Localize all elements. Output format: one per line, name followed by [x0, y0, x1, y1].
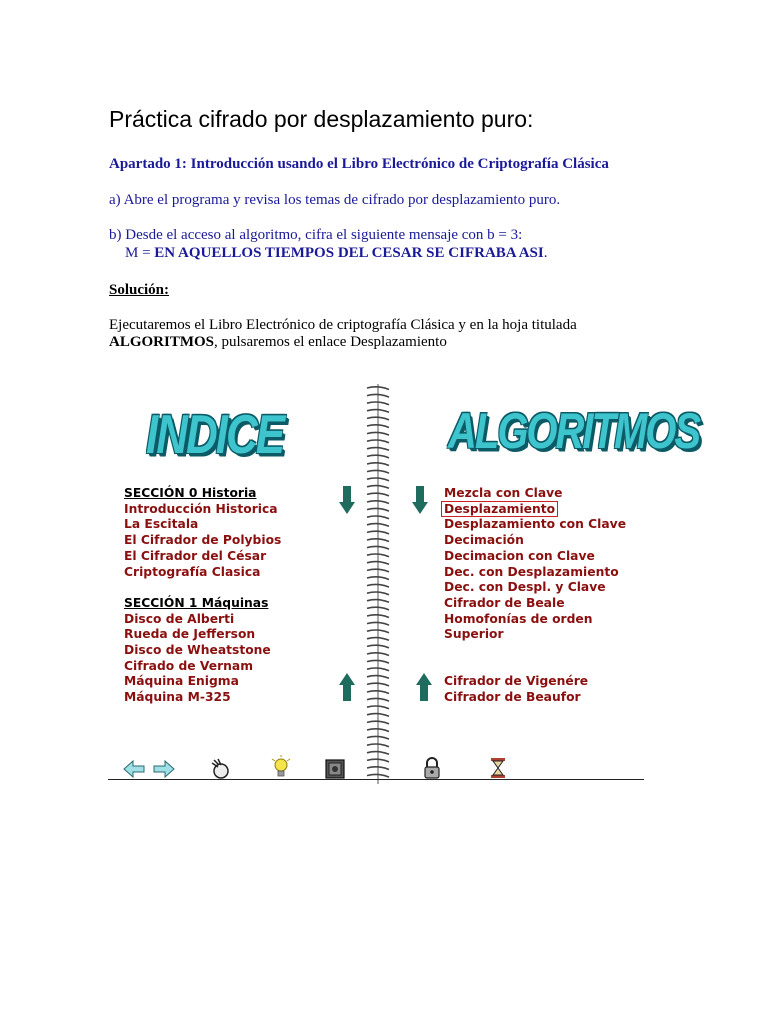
- forward-arrow-icon[interactable]: [152, 757, 176, 781]
- menu-item[interactable]: Desplazamiento con Clave: [444, 517, 627, 532]
- menu-item-selected[interactable]: Desplazamiento: [444, 501, 556, 516]
- back-arrow-icon[interactable]: [122, 757, 146, 781]
- menu-item[interactable]: Cifrador de Beale: [444, 595, 565, 610]
- menu-item[interactable]: Cifrador de Vigenére: [444, 674, 589, 689]
- menu-item[interactable]: Decimacion con Clave: [444, 548, 595, 563]
- menu-item[interactable]: Disco de Wheatstone: [124, 643, 271, 658]
- menu-item[interactable]: Dec. con Desplazamiento: [444, 564, 619, 579]
- menu-item[interactable]: El Cifrador de Polybios: [124, 533, 282, 548]
- toolbar-divider: [108, 779, 644, 780]
- message-suffix: .: [543, 245, 548, 261]
- up-arrow-icon[interactable]: [339, 673, 355, 701]
- menu-item[interactable]: Mezcla con Clave: [444, 486, 563, 500]
- message-line: [125, 245, 547, 262]
- section1-header: SECCIÓN 1 Máquinas: [124, 595, 269, 610]
- menu-item[interactable]: Disco de Alberti: [124, 611, 235, 626]
- menu-item[interactable]: Máquina M-325: [124, 690, 231, 705]
- solucion-label: Solución:: [109, 282, 170, 298]
- hand-icon[interactable]: [208, 757, 232, 781]
- ebook-screenshot: [108, 384, 700, 784]
- menu-item[interactable]: Dec. con Despl. y Clave: [444, 580, 606, 595]
- page-title: Práctica cifrado por desplazamiento puro:: [109, 106, 534, 132]
- spiral-binding: [364, 384, 392, 784]
- padlock-icon[interactable]: [420, 756, 444, 780]
- menu-item[interactable]: Criptografía Clasica: [124, 564, 261, 579]
- menu-item[interactable]: Homofonías de orden: [444, 611, 593, 626]
- menu-item[interactable]: Superior: [444, 627, 504, 642]
- step-a: a) Abre el programa y revisa los temas de cifrado por desplazamiento puro.: [109, 192, 561, 208]
- algoritmos-title: ALGORITMOS: [448, 404, 700, 459]
- up-arrow-icon[interactable]: [416, 673, 432, 701]
- step-b: b) Desde el acceso al algoritmo, cifra el siguiente mensaje con b = 3:: [109, 227, 523, 243]
- down-arrow-icon[interactable]: [412, 486, 428, 514]
- body-rest: , pulsaremos el enlace Desplazamiento: [214, 334, 447, 350]
- menu-item[interactable]: Rueda de Jefferson: [124, 627, 256, 642]
- menu-item[interactable]: Cifrador de Beaufor: [444, 690, 581, 705]
- lightbulb-icon[interactable]: [269, 755, 293, 779]
- apartado-heading: Apartado 1: Introducción usando el Libro Electrónico de Criptografía Clásica: [109, 156, 609, 172]
- menu-item[interactable]: Introducción Historica: [124, 501, 278, 516]
- message-text: EN AQUELLOS TIEMPOS DEL CESAR SE CIFRABA ASI: [154, 245, 544, 261]
- menu-item[interactable]: Cifrado de Vernam: [124, 658, 254, 673]
- section0-header: SECCIÓN 0 Historia: [124, 486, 257, 500]
- menu-item[interactable]: La Escitala: [124, 517, 199, 532]
- menu-item[interactable]: Máquina Enigma: [124, 674, 239, 689]
- body-bold: ALGORITMOS: [109, 334, 215, 350]
- message-prefix: M =: [125, 245, 155, 261]
- algoritmos-menu: [444, 486, 626, 706]
- menu-item[interactable]: Decimación: [444, 533, 524, 548]
- indice-menu: [124, 486, 281, 706]
- menu-item[interactable]: El Cifrador del César: [124, 548, 267, 563]
- safe-icon[interactable]: [323, 757, 347, 781]
- body-line-2: [109, 334, 447, 351]
- hourglass-icon[interactable]: [486, 756, 510, 780]
- body-line-1: Ejecutaremos el Libro Electrónico de criptografía Clásica y en la hoja titulada: [109, 317, 577, 333]
- indice-title: INDICE: [146, 404, 284, 466]
- down-arrow-icon[interactable]: [339, 486, 355, 514]
